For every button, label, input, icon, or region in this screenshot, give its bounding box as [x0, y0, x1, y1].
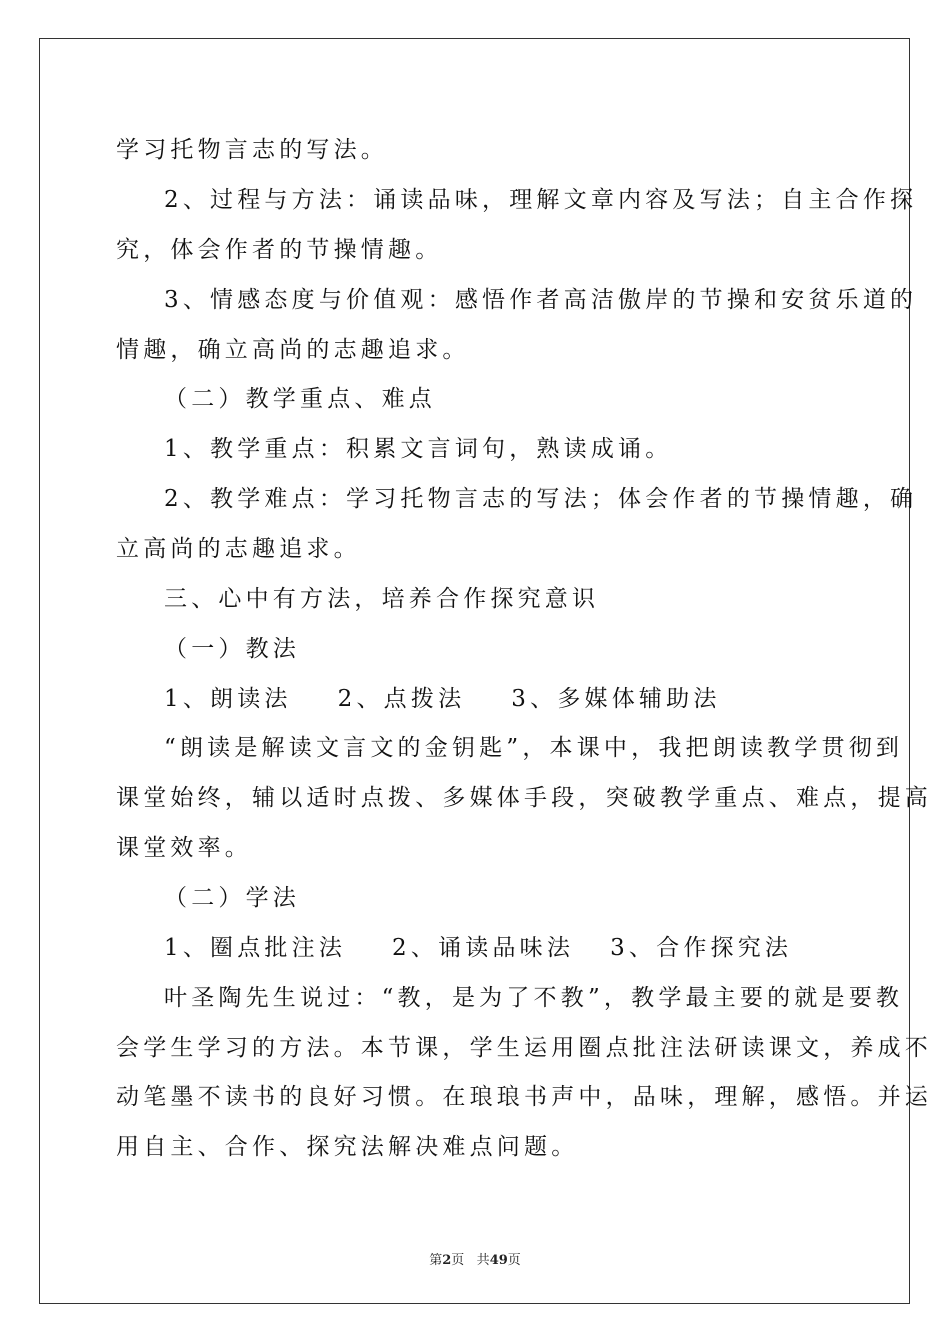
text-line: “朗读是解读文言文的金钥匙”，本课中，我把朗读教学贯彻到 [164, 735, 904, 761]
list-item: 1、圈点批注法 [164, 935, 347, 961]
text-line: 2、过程与方法：诵读品味，理解文章内容及写法；自主合作探 [164, 187, 918, 213]
text-line: 动笔墨不读书的良好习惯。在琅琅书声中，品味，理解，感悟。并运 [116, 1084, 932, 1110]
text-line: 究，体会作者的节操情趣。 [116, 237, 443, 263]
text-line: 课堂始终，辅以适时点拨、多媒体手段，突破教学重点、难点，提高 [116, 785, 932, 811]
text-line: 学习托物言志的写法。 [116, 137, 388, 163]
list-item: 2、诵读品味法 [392, 935, 575, 961]
page-number: 2 [442, 1253, 452, 1268]
list-item: 2、点拨法 [337, 686, 466, 712]
text-line: 情趣，确立高尚的志趣追求。 [116, 337, 470, 363]
text-line: 会学生学习的方法。本节课，学生运用圈点批注法研读课文，养成不 [116, 1035, 932, 1061]
teaching-methods-list [164, 684, 721, 714]
page-prefix: 第 [429, 1253, 443, 1268]
text-line: 叶圣陶先生说过：“教，是为了不教”，教学最主要的就是要教 [164, 985, 904, 1011]
text-line: 3、情感态度与价值观：感悟作者高洁傲岸的节操和安贫乐道的 [164, 287, 918, 313]
text-line: 1、教学重点：积累文言词句，熟读成诵。 [164, 436, 673, 462]
text-line: 课堂效率。 [116, 835, 252, 861]
text-line: 2、教学难点：学习托物言志的写法；体会作者的节操情趣，确 [164, 486, 918, 512]
section-heading: 三、心中有方法，培养合作探究意识 [164, 586, 600, 612]
section-heading: （二）学法 [164, 885, 300, 911]
list-item: 3、合作探究法 [610, 935, 793, 961]
learning-methods-list [164, 933, 792, 963]
section-heading: （二）教学重点、难点 [164, 386, 436, 412]
page-border [39, 38, 910, 1304]
text-line: 立高尚的志趣追求。 [116, 536, 361, 562]
text-line: 用自主、合作、探究法解决难点问题。 [116, 1134, 579, 1160]
section-heading: （一）教法 [164, 636, 300, 662]
total-prefix: 共 [476, 1253, 490, 1268]
page-suffix: 页 [451, 1253, 465, 1268]
list-item: 3、多媒体辅助法 [511, 686, 721, 712]
list-item: 1、朗读法 [164, 686, 292, 712]
total-pages: 49 [489, 1253, 508, 1268]
total-suffix: 页 [507, 1253, 521, 1268]
page-footer [0, 1249, 950, 1268]
